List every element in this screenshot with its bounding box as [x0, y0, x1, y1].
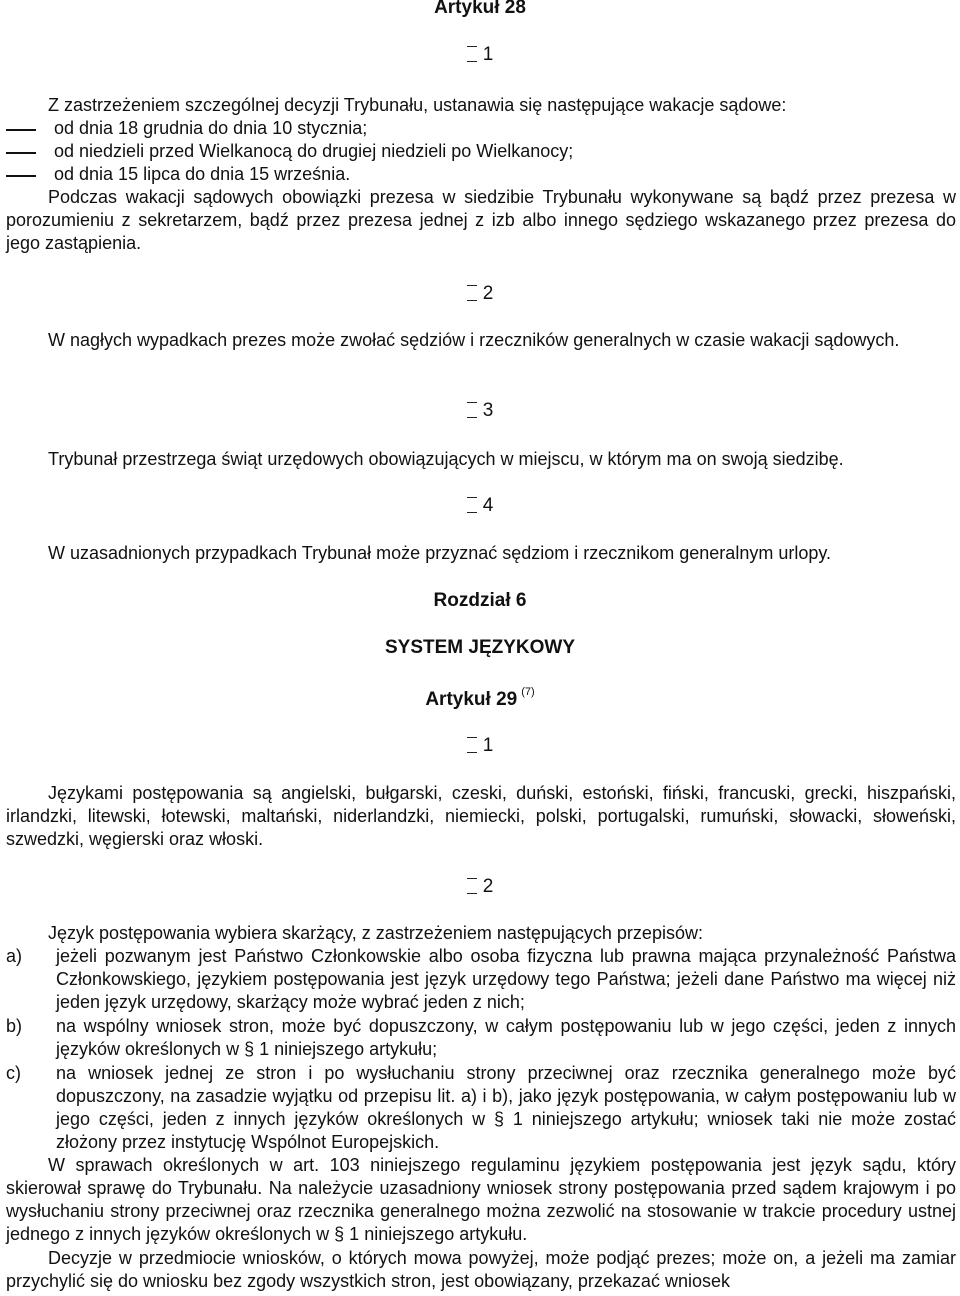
article-28-title: Artykuł 28 [434, 0, 526, 18]
art29-p1: Językami postępowania są angielski, bułgarski, czeski, duński, estoński, fiński, francuski, grecki, hiszpański, irlandzki, litewski, łotewski, maltański, niderlandzki, niemiecki, polski, portugalski, rumuński, słowacki, słoweński, szwedzki, węgierski oraz włoski. [6, 783, 956, 849]
list-item-text: na wniosek jednej ze stron i po wysłuchaniu strony przeciwnej oraz rzecznika generalnego może być dopuszczony, na zasadzie wyjątku od przepisu lit. a) i b), jako język postępowania, w całym postępowaniu lub w jego części, jeden z innych języków określonych w § 1 niniejszego artykułu; wniosek taki nie może zostać złożony przez instytucję Wspólnot Europejskich. [56, 1063, 956, 1152]
section-sign-icon [467, 497, 477, 513]
dash-bullet [6, 175, 36, 177]
chapter-title: Rozdział 6 [433, 590, 527, 611]
dash-bullet [6, 152, 36, 154]
section-sign-icon [467, 737, 477, 753]
art28-dash-item-1: od dnia 18 grudnia do dnia 10 stycznia; [54, 118, 368, 138]
list-item-label: b) [6, 1016, 23, 1036]
section-1-heading: 1 [0, 44, 960, 66]
art29-p3: W sprawach określonych w art. 103 niniejszego regulaminu językiem postępowania jest język sądu, który skierował sprawę do Trybunału. Na należycie uzasadniony wniosek strony postępowania przed sądem krajowym i po wysłuchaniu strony przeciwnej oraz rzecznika generalnego można zezwolić na stosowanie w trakcie procedury ustnej jednego z innych języków określonych w § 1 niniejszego artykułu. [6, 1155, 956, 1244]
section-2-heading: 2 [0, 283, 960, 305]
art28-p1-body: Podczas wakacji sądowych obowiązki prezesa w siedzibie Trybunału wykonywane są bądź przez prezesa w porozumieniu z sekretarzem, bądź przez prezesa jednej z izb albo innego sędziego wskazanego przez prezesa do jego zastąpienia. [6, 187, 956, 253]
chapter-subtitle: SYSTEM JĘZYKOWY [384, 637, 576, 658]
section-4-heading: 4 [0, 495, 960, 517]
article-29-title: Artykuł 29 $^{(7)}$ [425, 686, 535, 710]
art28-dash-item-2: od niedzieli przed Wielkanocą do drugiej niedzieli po Wielkanocy; [54, 141, 574, 161]
section-1-heading: 1 [0, 735, 960, 757]
list-item [6, 1015, 956, 1061]
list-item [6, 1062, 956, 1154]
list-item-label: a) [6, 946, 23, 966]
art28-p3: Trybunał przestrzega świąt urzędowych obowiązujących w miejscu, w którym ma on swoją siedzibę. [48, 449, 844, 469]
art28-p1-intro: Z zastrzeżeniem szczególnej decyzji Trybunału, ustanawia się następujące wakacje sądowe: [48, 95, 787, 115]
section-sign-icon [467, 46, 477, 62]
section-2-heading: 2 [0, 876, 960, 898]
section-sign-icon [467, 878, 477, 894]
list-item-label: c) [6, 1063, 21, 1083]
art28-p4: W uzasadnionych przypadkach Trybunał może przyznać sędziom i rzecznikom generalnym urlopy. [48, 543, 832, 563]
section-sign-icon [467, 402, 477, 418]
art28-p2: W nagłych wypadkach prezes może zwołać sędziów i rzeczników generalnych w czasie wakacji sądowych. [48, 330, 900, 350]
art29-p2-intro: Język postępowania wybiera skarżący, z zastrzeżeniem następujących przepisów: [48, 923, 703, 943]
art28-dash-item-3: od dnia 15 lipca do dnia 15 września. [54, 164, 351, 184]
list-item-text: na wspólny wniosek stron, może być dopuszczony, w całym postępowaniu lub w jego części, jeden z innych języków określonych w § 1 niniejszego artykułu; [56, 1016, 956, 1059]
footnote-reference: (7) [521, 686, 535, 698]
list-item-text: jeżeli pozwanym jest Państwo Członkowskie albo osoba fizyczna lub prawna mająca przynależność Państwa Członkowskiego, językiem postępowania jest język urzędowy tego Państwa; jeżeli dane Państwo ma więcej niż jeden język urzędowy, skarżący może wybrać jeden z nich; [56, 946, 956, 1012]
list-item [6, 945, 956, 1014]
art29-p4: Decyzje w przedmiocie wniosków, o których mowa powyżej, może podjąć prezes; może on, a jeżeli ma zamiar przychylić się do wniosku bez zgody wszystkich stron, jest obowiązany, przekazać wniosek [6, 1248, 956, 1291]
dash-bullet [6, 129, 36, 131]
section-3-heading: 3 [0, 400, 960, 422]
section-sign-icon [467, 285, 477, 301]
